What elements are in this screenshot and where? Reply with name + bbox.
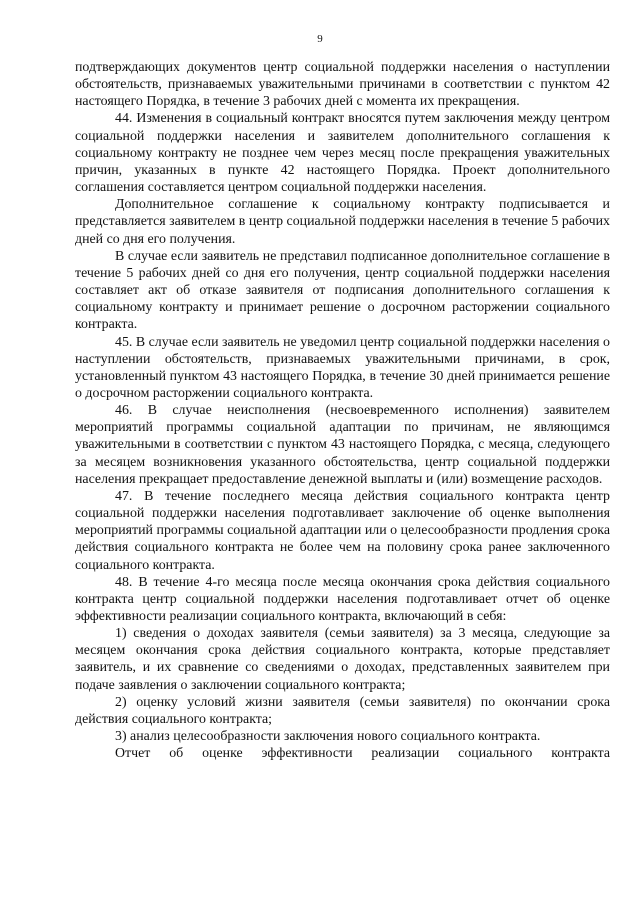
paragraph-item-45: 45. В случае если заявитель не уведомил центр социальной поддержки населения о наступлении обстоятельств, признаваемых уважительными причинами, в срок, установленный пунктом 43 настоящего Порядка, в течение 30 дней принимается решение о досрочном расторжении социального контракта.	[75, 334, 610, 401]
paragraph-report: Отчет об оценке эффективности реализации социального контракта	[115, 746, 610, 762]
paragraph-supplementary-agreement: Дополнительное соглашение к социальному контракту подписывается и представляется заявителем в центр социальной поддержки населения в течение 5 рабочих дней со дня его получения.	[75, 197, 610, 247]
paragraph-continuation: подтверждающих документов центр социальной поддержки населения о наступлении обстоятельств, признаваемых уважительными причинами в соответствии с пунктом 42 настоящего Порядка, в течение 3 рабочих дней с момента их прекращения.	[75, 60, 610, 110]
paragraph-refusal-act: В случае если заявитель не представил подписанное дополнительное соглашение в течение 5 рабочих дней со дня его получения, центр социальной поддержки населения составляет акт об отказе заявителя от подписания дополнительного соглашения к социальному контракту и принимает решение о досрочном расторжении социального контракта.	[75, 248, 610, 333]
paragraph-item-48: 48. В течение 4-го месяца после месяца окончания срока действия социального контракта центр социальной поддержки населения подготавливает отчет об оценке эффективности реализации социального контракта, включающий в себя:	[75, 574, 610, 624]
list-item-1: 1) сведения о доходах заявителя (семьи заявителя) за 3 месяца, следующие за месяцем окончания срока действия социального контракта, которые представляет заявитель, и их сравнение со сведениями о доходах, представленных заявителем при подаче заявления о заключении социального контракта;	[75, 626, 610, 693]
paragraph-item-47: 47. В течение последнего месяца действия социального контракта центр социальной поддержки населения подготавливает заключение об оценке выполнения мероприятий программы социальной адаптации или о целесообразности продления срока действия социального контракта не более чем на половину срока ранее заключенного социального контракта.	[75, 488, 610, 573]
paragraph-item-44: 44. Изменения в социальный контракт вносятся путем заключения между центром социальной поддержки населения и заявителем дополнительного соглашения к социальному контракту не позднее чем через месяц после прекращения уважительных причин, указанных в пункте 42 настоящего Порядка. Проект дополнительного соглашения составляется центром социальной поддержки населения.	[75, 111, 610, 196]
page-number: 9	[317, 33, 323, 45]
paragraph-item-46: 46. В случае неисполнения (несвоевременного исполнения) заявителем мероприятий программы социальной адаптации по причинам, не являющимся уважительными в соответствии с пунктом 43 настоящего Порядка, с месяца, следующего за месяцем возникновения указанного обстоятельства, центр социальной поддержки населения прекращает предоставление денежной выплаты и (или) возмещение расходов.	[75, 403, 610, 487]
list-item-2: 2) оценку условий жизни заявителя (семьи заявителя) по окончании срока действия социального контракта;	[75, 694, 610, 727]
document-body	[75, 59, 610, 762]
list-item-3: 3) анализ целесообразности заключения нового социального контракта.	[115, 729, 541, 745]
